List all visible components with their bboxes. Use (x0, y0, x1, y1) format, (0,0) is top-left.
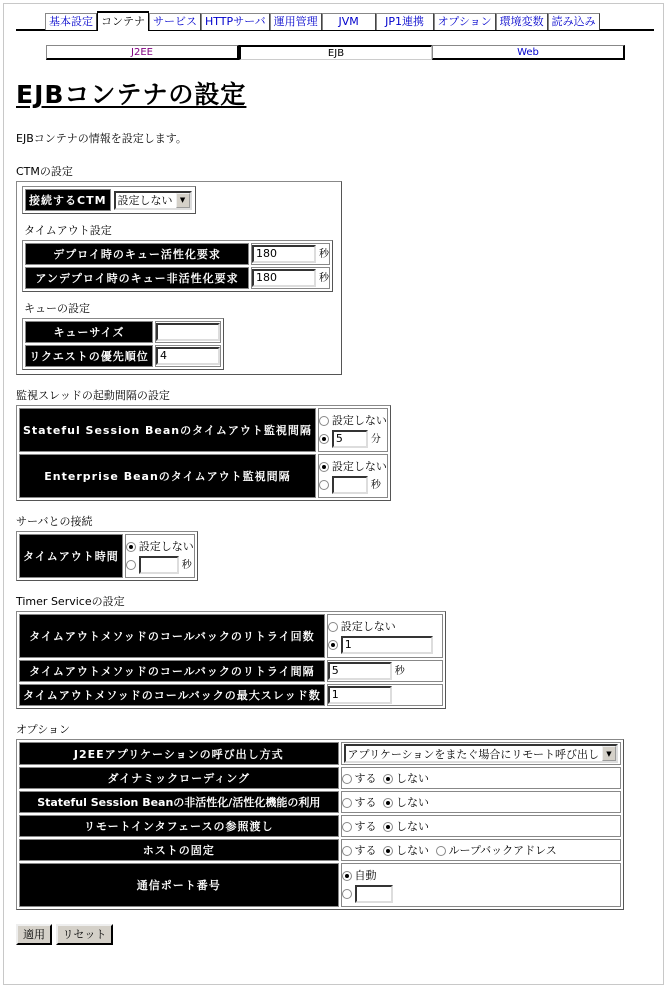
request-priority-label: リクエストの優先順位 (25, 345, 153, 367)
tab-jvm[interactable]: JVM (322, 13, 376, 30)
remote-ref-label: リモートインタフェースの参照渡し (19, 815, 339, 837)
eb-value-radio[interactable] (319, 480, 329, 490)
sfsb-timeout-label: Stateful Session Beanのタイムアウト監視間隔 (19, 408, 316, 452)
max-threads-label: タイムアウトメソッドのコールバックの最大スレッド数 (19, 684, 325, 706)
queue-settings-table (22, 318, 224, 370)
passivation-no-radio[interactable] (383, 798, 393, 808)
host-fix-yes-radio[interactable] (342, 846, 352, 856)
monitor-section-label: 監視スレッドの起動間隔の設定 (16, 389, 170, 402)
deploy-queue-input[interactable]: 180 (252, 245, 316, 263)
tab-container[interactable]: コンテナ (97, 11, 149, 31)
host-fix-loopback-label: ループバックアドレス (448, 844, 557, 857)
passivation-yes-label: する (354, 796, 377, 809)
dynamic-yes-label: する (354, 772, 377, 785)
eb-unit: 秒 (370, 479, 381, 491)
server-value-radio[interactable] (126, 560, 136, 570)
main-tab-bar (16, 13, 654, 31)
undeploy-queue-input[interactable]: 180 (252, 269, 316, 287)
ctm-connect-table (22, 186, 196, 214)
host-fix-yes-label: する (354, 844, 377, 857)
tab-load[interactable]: 読み込み (548, 13, 600, 30)
sfsb-passivation-label: Stateful Session Beanの非活性化/活性化機能の利用 (19, 791, 339, 813)
remote-ref-yes-label: する (354, 820, 377, 833)
server-unit: 秒 (181, 559, 192, 571)
sfsb-none-label: 設定しない (331, 413, 387, 427)
subtab-ejb[interactable]: EJB (239, 45, 432, 60)
tab-service[interactable]: サービス (149, 13, 201, 30)
dynamic-no-radio[interactable] (383, 774, 393, 784)
options-section-label: オプション (16, 723, 71, 736)
eb-timeout-label: Enterprise Beanのタイムアウト監視間隔 (19, 454, 316, 498)
tab-http-server[interactable]: HTTPサーバ (201, 13, 270, 30)
sfsb-value-radio[interactable] (319, 434, 329, 444)
subtab-j2ee[interactable]: J2EE (46, 45, 239, 60)
connect-ctm-value: 設定しない (117, 194, 173, 207)
dynamic-loading-label: ダイナミックローディング (19, 767, 339, 789)
port-auto-radio[interactable] (342, 871, 352, 881)
reset-button[interactable]: リセット (56, 924, 114, 945)
dynamic-no-label: しない (396, 772, 430, 785)
options-table (16, 739, 624, 910)
dynamic-yes-radio[interactable] (342, 774, 352, 784)
server-table (16, 531, 198, 581)
port-label: 通信ポート番号 (19, 863, 339, 907)
host-fix-label: ホストの固定 (19, 839, 339, 861)
call-method-value: アプリケーションをまたぐ場合にリモート呼び出し (347, 747, 599, 761)
ctm-settings-table (16, 181, 342, 375)
remote-ref-no-radio[interactable] (383, 822, 393, 832)
request-priority-input[interactable]: 4 (156, 347, 220, 365)
sub-tab-bar (46, 45, 625, 60)
main-content (16, 80, 656, 945)
eb-interval-input[interactable] (332, 476, 368, 494)
eb-none-label: 設定しない (331, 459, 387, 473)
timer-table (16, 611, 446, 709)
sfsb-none-radio[interactable] (319, 416, 329, 426)
chevron-down-icon: ▼ (176, 193, 190, 208)
call-method-label: J2EEアプリケーションの呼び出し方式 (19, 742, 339, 765)
retry-count-label: タイムアウトメソッドのコールバックのリトライ回数 (19, 614, 325, 658)
port-auto-label: 自動 (354, 869, 377, 882)
retry-count-none-radio[interactable] (328, 622, 338, 632)
server-section-label: サーバとの接続 (16, 515, 93, 528)
undeploy-unit: 秒 (319, 273, 329, 284)
host-fix-no-radio[interactable] (383, 846, 393, 856)
subtab-web[interactable]: Web (432, 45, 625, 60)
timeout-settings-table (22, 240, 333, 292)
remote-ref-yes-radio[interactable] (342, 822, 352, 832)
tab-env-vars[interactable]: 環境変数 (496, 13, 548, 30)
host-fix-loopback-radio[interactable] (436, 846, 446, 856)
sfsb-interval-input[interactable]: 5 (332, 430, 368, 448)
connect-ctm-label: 接続するCTM (25, 189, 111, 211)
ctm-section-label: CTMの設定 (16, 165, 73, 178)
retry-count-none-label: 設定しない (340, 620, 396, 633)
timeout-settings-label: タイムアウト設定 (24, 224, 112, 237)
max-threads-input[interactable]: 1 (328, 686, 392, 704)
queue-size-input[interactable] (156, 323, 220, 341)
page-title: EJBコンテナの設定 (16, 80, 247, 109)
tab-operation-management[interactable]: 運用管理 (270, 13, 322, 30)
sfsb-unit: 分 (370, 433, 381, 445)
passivation-yes-radio[interactable] (342, 798, 352, 808)
page-description: EJBコンテナの情報を設定します。 (16, 132, 187, 145)
tab-basic-settings[interactable]: 基本設定 (45, 13, 97, 30)
timer-section-label: Timer Serviceの設定 (16, 595, 125, 608)
call-method-select[interactable] (344, 744, 618, 763)
queue-settings-label: キューの設定 (24, 302, 90, 315)
retry-interval-unit: 秒 (394, 666, 405, 677)
port-value-radio[interactable] (342, 889, 352, 899)
server-timeout-label: タイムアウト時間 (19, 534, 123, 578)
retry-count-value-radio[interactable] (328, 640, 338, 650)
deploy-unit: 秒 (319, 249, 329, 260)
server-none-label: 設定しない (138, 539, 194, 553)
monitor-table (16, 405, 391, 501)
retry-interval-label: タイムアウトメソッドのコールバックのリトライ間隔 (19, 660, 325, 682)
remote-ref-no-label: しない (396, 820, 430, 833)
retry-interval-input[interactable]: 5 (328, 662, 392, 680)
tab-jp1[interactable]: JP1連携 (376, 13, 434, 30)
retry-count-input[interactable]: 1 (341, 636, 433, 654)
undeploy-queue-label: アンデプロイ時のキュー非活性化要求 (25, 267, 249, 289)
host-fix-no-label: しない (396, 844, 430, 857)
tab-options[interactable]: オプション (434, 13, 496, 30)
server-none-radio[interactable] (126, 542, 136, 552)
queue-size-label: キューサイズ (25, 321, 153, 343)
passivation-no-label: しない (396, 796, 430, 809)
server-timeout-input[interactable] (139, 556, 179, 574)
chevron-down-icon: ▼ (602, 746, 616, 761)
connect-ctm-select[interactable] (114, 191, 192, 210)
deploy-queue-label: デプロイ時のキュー活性化要求 (25, 243, 249, 265)
port-input[interactable] (355, 885, 393, 903)
apply-button[interactable]: 適用 (16, 924, 52, 945)
eb-none-radio[interactable] (319, 462, 329, 472)
